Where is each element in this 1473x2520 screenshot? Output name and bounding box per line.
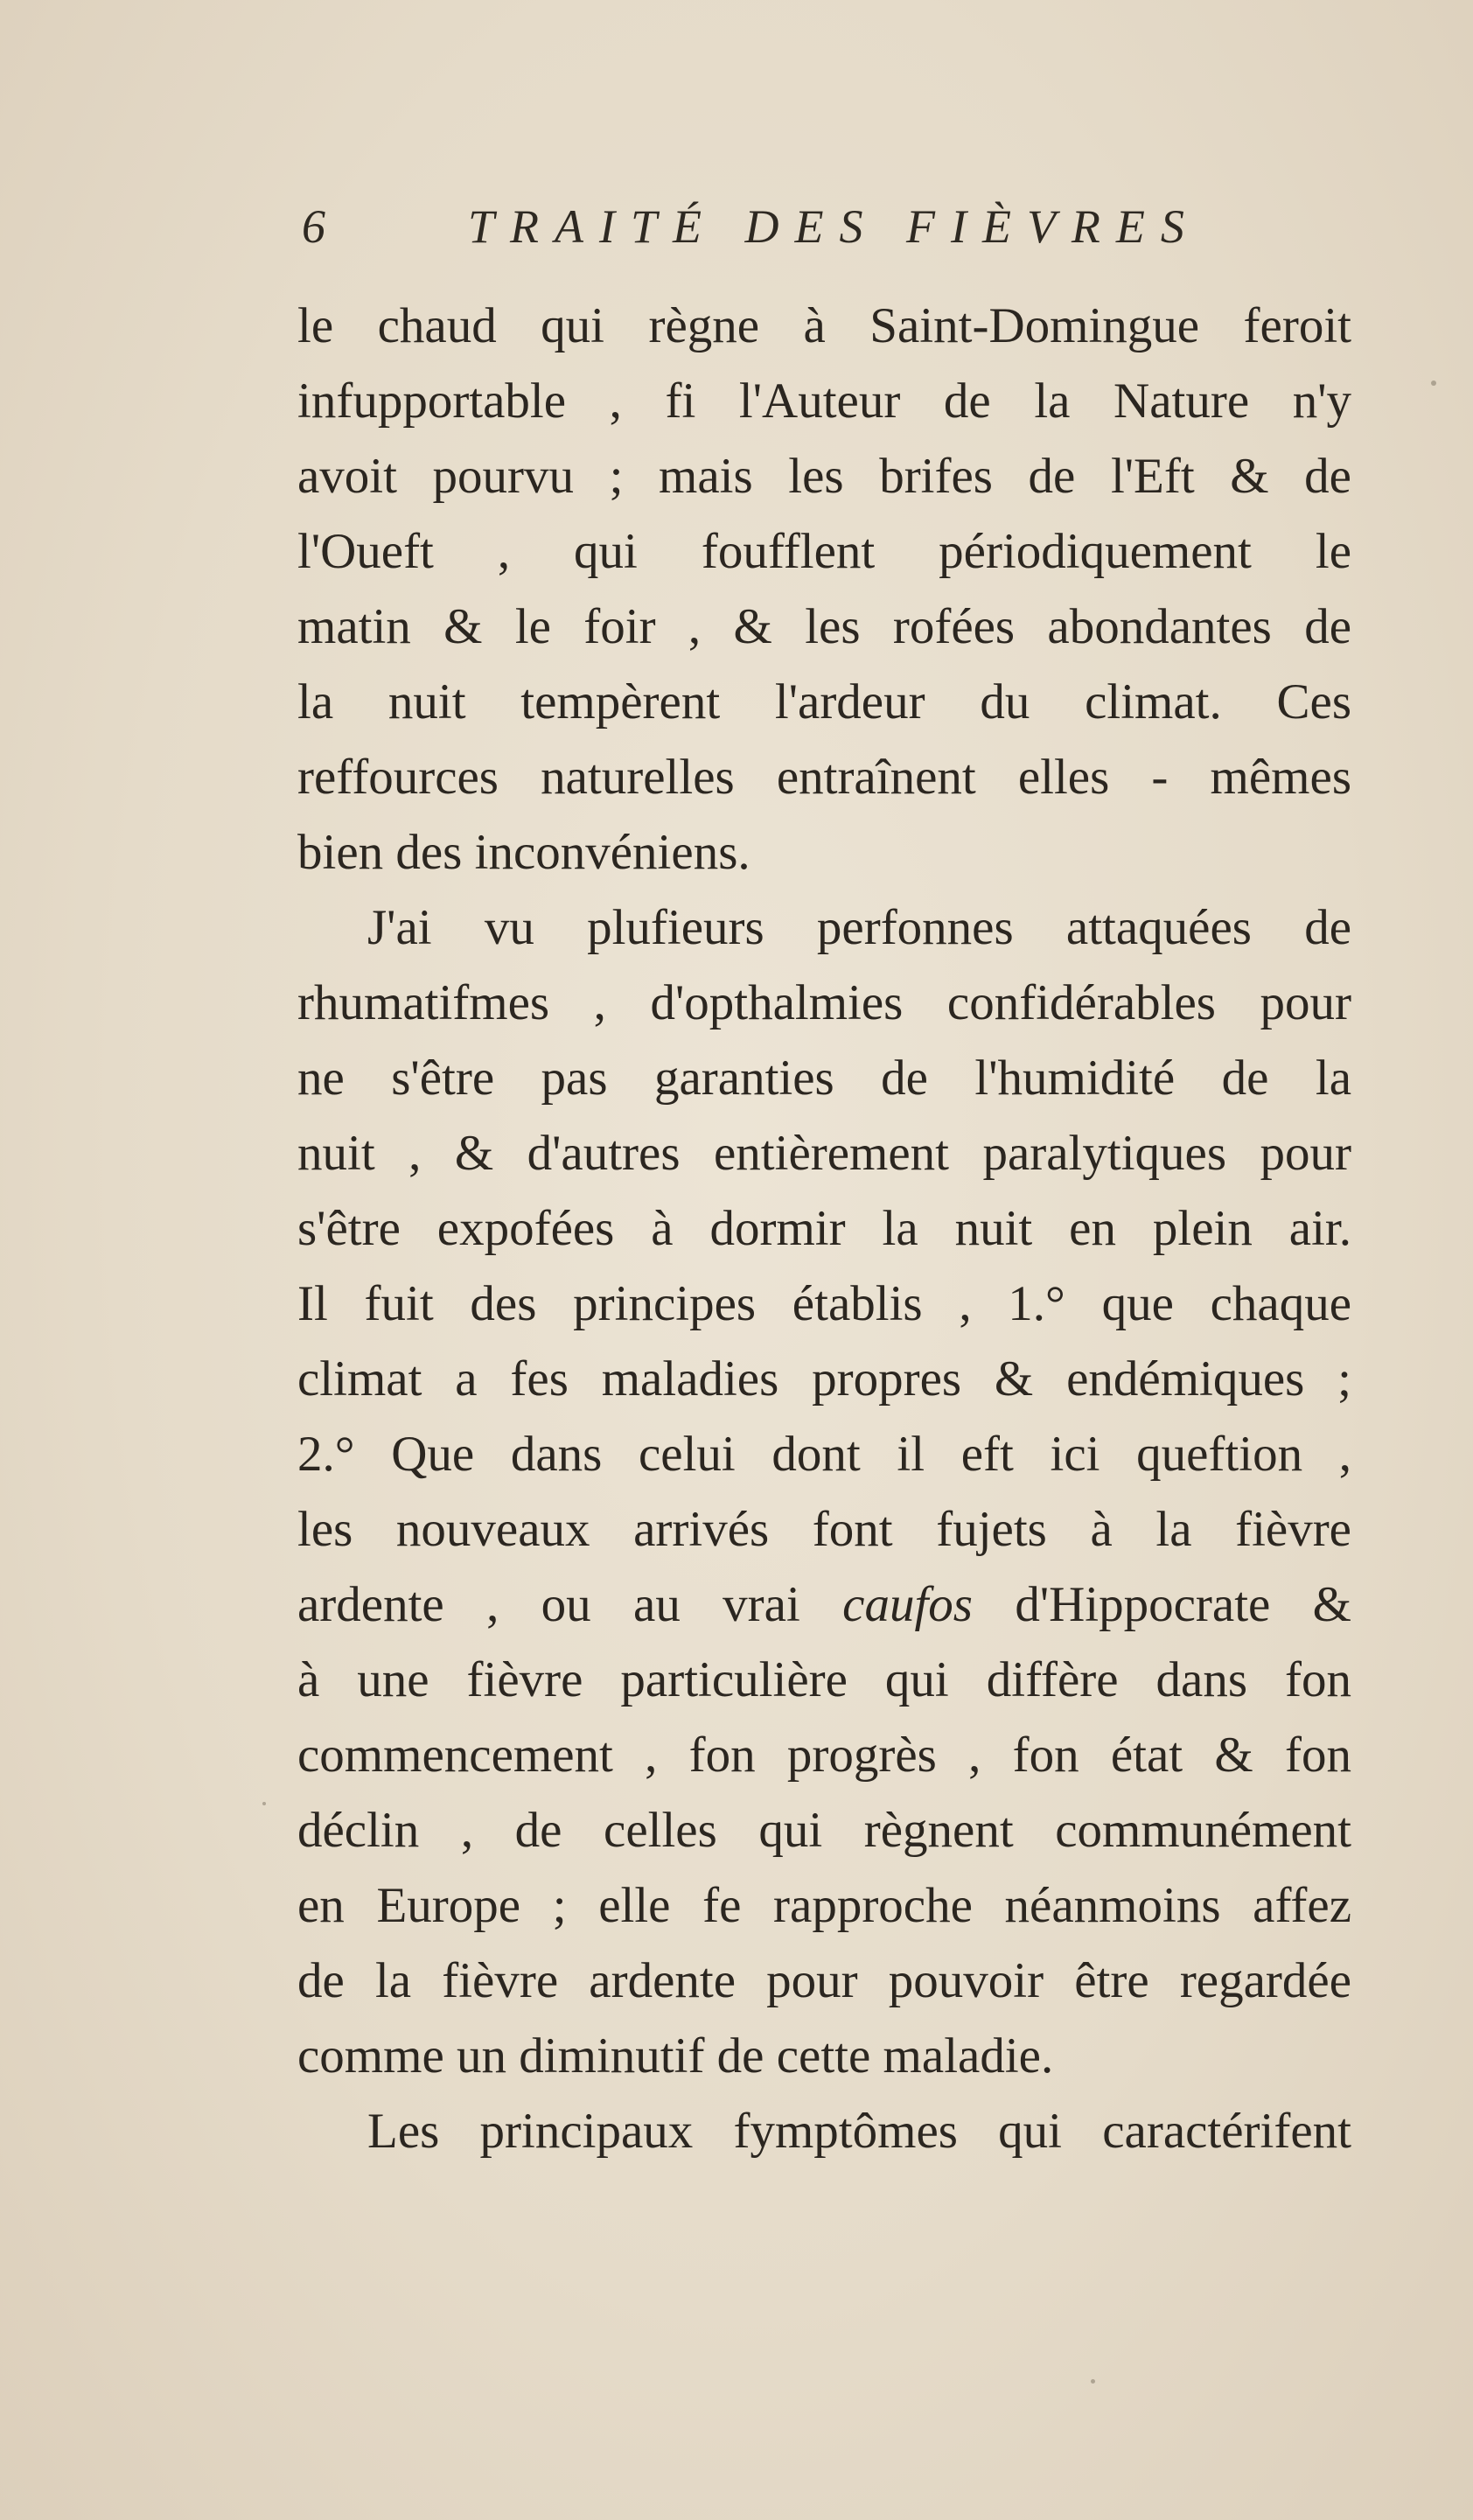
paper-speck <box>1091 2379 1095 2384</box>
body-text <box>297 289 1351 2169</box>
text-line: ne s'être pas garanties de l'humidité de la <box>297 1051 1351 1106</box>
paper-speck <box>1431 380 1436 386</box>
text-line: Il fuit des principes établis , 1.° que chaque <box>297 1276 1351 1331</box>
text-line: nuit , & d'autres entièrement paralytiques pour <box>297 1126 1351 1181</box>
text-line: 2.° Que dans celui dont il eft ici queftion , <box>297 1427 1351 1482</box>
running-head <box>302 199 1211 269</box>
text-line: reffources naturelles entraînent elles - mêmes <box>297 750 1351 805</box>
paragraph-start-line: J'ai vu plufieurs perfonnes attaquées de <box>367 900 1351 955</box>
text-line: les nouveaux arrivés font fujets à la fièvre <box>297 1502 1351 1557</box>
text-line: rhumatifmes , d'opthalmies confidérables pour <box>297 975 1351 1030</box>
text-line: commencement , fon progrès , fon état & fon <box>297 1728 1351 1783</box>
text-line: la nuit tempèrent l'ardeur du climat. Ces <box>297 674 1351 729</box>
italic-term: caufos <box>842 1577 973 1632</box>
text-line: climat a fes maladies propres & endémiques ; <box>297 1351 1351 1407</box>
text-line: bien des inconvéniens. <box>297 825 750 880</box>
text-line: le chaud qui règne à Saint-Domingue feroit <box>297 298 1351 353</box>
text-line: s'être expofées à dormir la nuit en plein air. <box>297 1201 1351 1256</box>
running-title: TRAITÉ DES FIÈVRES <box>468 200 1200 253</box>
text-line: avoit pourvu ; mais les brifes de l'Eft & de <box>297 449 1351 504</box>
text-line: matin & le foir , & les rofées abondantes de <box>297 599 1351 654</box>
text-line: de la fièvre ardente pour pouvoir être regardée <box>297 1953 1351 2008</box>
text-line: l'Oueft , qui foufflent périodiquement le <box>297 524 1351 579</box>
text-line: comme un diminutif de cette maladie. <box>297 2028 1054 2084</box>
text-fragment: ardente , ou au vrai <box>297 1577 800 1632</box>
text-line: infupportable , fi l'Auteur de la Nature n'y <box>297 373 1351 429</box>
text-line: déclin , de celles qui règnent communément <box>297 1803 1351 1858</box>
text-line: à une fièvre particulière qui diffère dans fon <box>297 1652 1351 1707</box>
text-line: en Europe ; elle fe rapproche néanmoins affez <box>297 1878 1351 1933</box>
text-line-with-italic <box>297 1567 1351 1643</box>
paragraph-start-line: Les principaux fymptômes qui caractérifent <box>367 2104 1351 2159</box>
paper-speck <box>262 1802 266 1805</box>
text-fragment: d'Hippocrate & <box>1015 1577 1352 1632</box>
page-number: 6 <box>302 200 325 253</box>
